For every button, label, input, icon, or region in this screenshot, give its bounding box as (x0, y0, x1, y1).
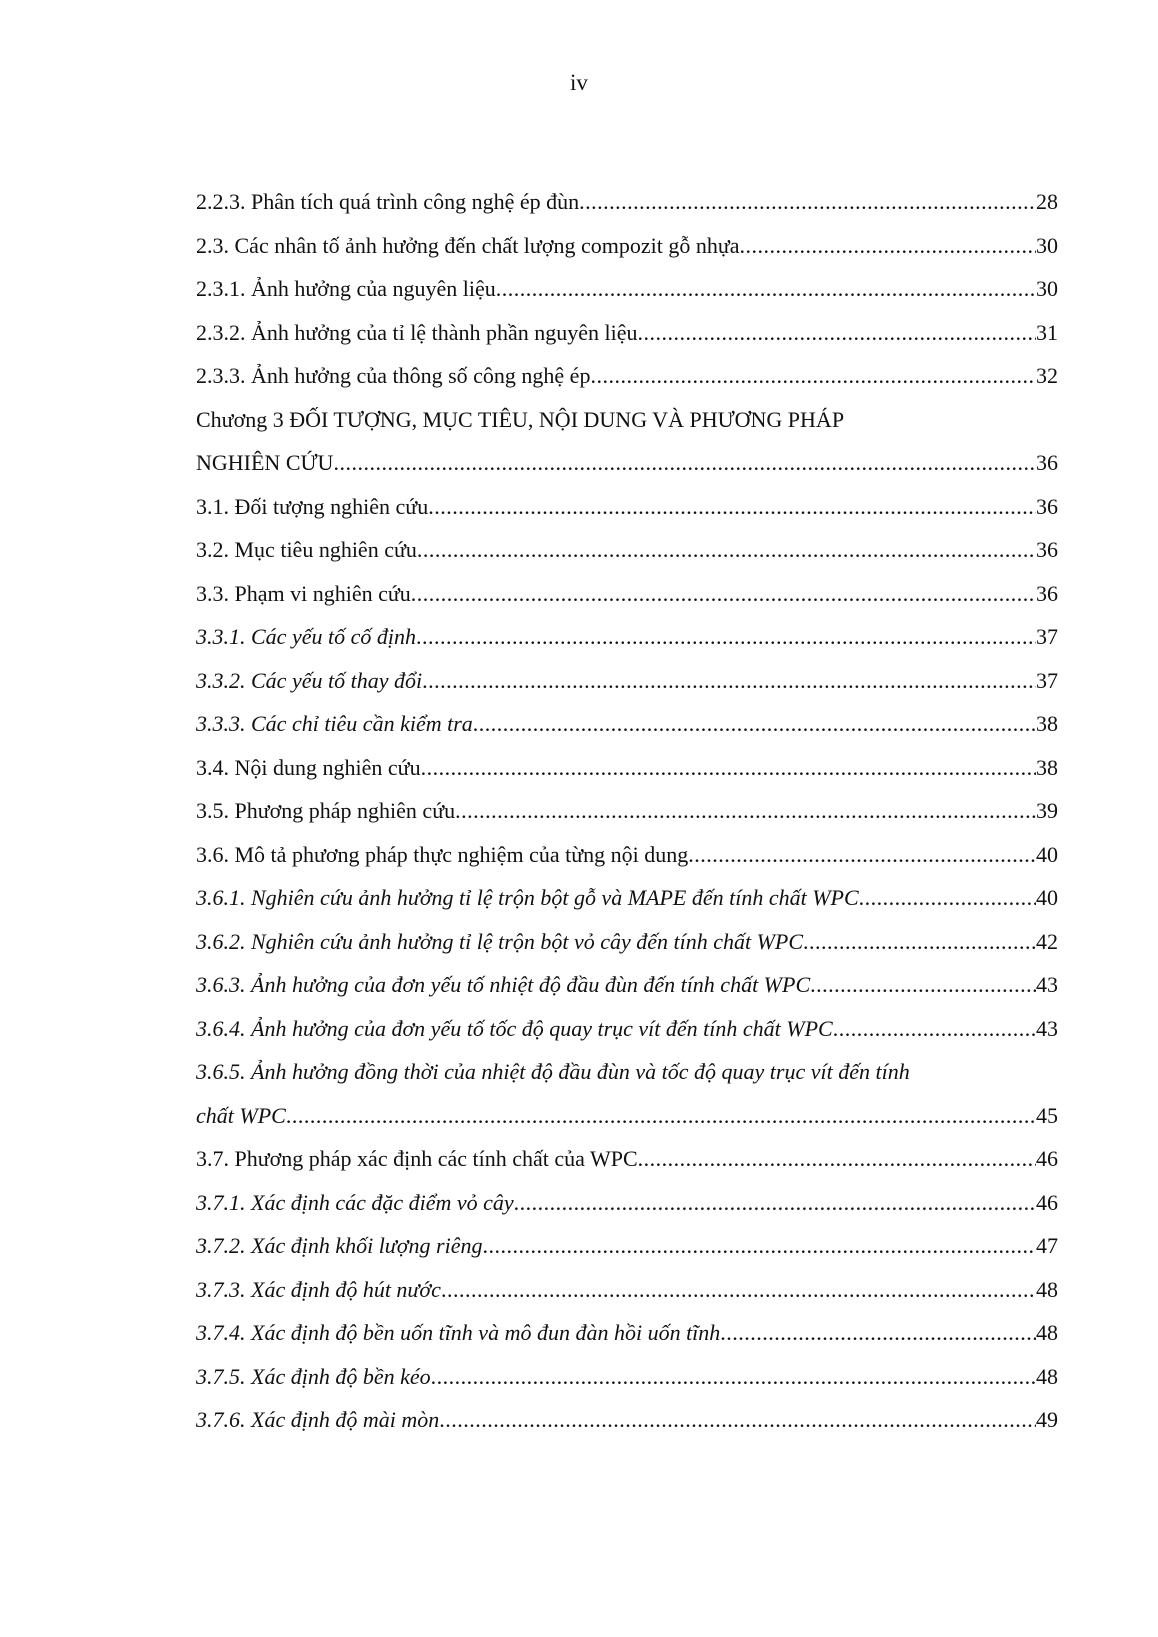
toc-entry-page: 38 (1036, 711, 1058, 736)
toc-entry[interactable] (196, 311, 1058, 355)
toc-leader-dots (638, 1137, 1036, 1181)
toc-entry-title: 3.7. Phương pháp xác định các tính chất của WPC (196, 1146, 638, 1171)
toc-entry-page: 38 (1036, 754, 1058, 780)
toc-entry[interactable] (196, 180, 1058, 224)
toc-leader-dots (803, 920, 1036, 964)
toc-entry-title: 3.7.1. Xác định các đặc điểm vỏ cây (196, 1189, 514, 1215)
toc-entry-title: NGHIÊN CỨU (196, 450, 334, 475)
toc-entry-page: 31 (1036, 319, 1058, 345)
toc-entry-page: 48 (1036, 1363, 1058, 1389)
toc-entry[interactable] (196, 876, 1058, 920)
toc-entry[interactable] (196, 572, 1058, 616)
toc-leader-dots (688, 833, 1036, 877)
toc-leader-dots (833, 1007, 1036, 1051)
toc-entry-title: 3.5. Phương pháp nghiên cứu (196, 798, 456, 823)
toc-entry-title: 3.6.2. Nghiên cứu ảnh hưởng tỉ lệ trộn bột vỏ cây đến tính chất WPC (196, 928, 804, 954)
toc-entry-page: 37 (1036, 624, 1058, 649)
toc-entry[interactable] (196, 354, 1058, 398)
toc-leader-dots (333, 441, 1036, 485)
toc-entry-page: 48 (1036, 1276, 1058, 1302)
toc-entry-title: 3.3.3. Các chỉ tiêu cần kiểm tra (196, 711, 473, 736)
toc-entry-title: 2.3.1. Ảnh hưởng của nguyên liệu (196, 276, 496, 301)
toc-entry[interactable] (196, 963, 1058, 1007)
toc-leader-dots (514, 1181, 1036, 1225)
toc-entry[interactable] (196, 920, 1058, 964)
toc-entry-page: 36 (1036, 450, 1058, 475)
toc-entry-page: 42 (1036, 928, 1058, 954)
toc-entry-page: 36 (1036, 580, 1058, 606)
toc-entry[interactable] (196, 789, 1058, 833)
toc-entry-page: 37 (1036, 667, 1058, 693)
toc-entry-title: 3.3. Phạm vi nghiên cứu (196, 580, 411, 606)
toc-entry-page: 43 (1036, 1015, 1058, 1041)
toc-entry-title: 3.7.2. Xác định khối lượng riêng (196, 1233, 483, 1258)
toc-leader-dots (579, 180, 1036, 224)
toc-entry-page: 28 (1036, 189, 1058, 214)
toc-entry[interactable] (196, 224, 1058, 268)
toc-entry-title: 3.7.6. Xác định độ mài mòn (196, 1407, 440, 1432)
toc-entry-title: 3.3.2. Các yếu tố thay đổi (196, 667, 423, 693)
toc-entry-page: 40 (1036, 885, 1058, 910)
toc-entry-title: 3.6.4. Ảnh hưởng của đơn yếu tố tốc độ quay trục vít đến tính chất WPC (196, 1015, 833, 1041)
toc-entry-title: 3.7.4. Xác định độ bền uốn tĩnh và mô đun đàn hồi uốn tĩnh (196, 1320, 721, 1345)
page-number: iv (570, 70, 588, 95)
toc-leader-dots (441, 1268, 1036, 1312)
table-of-contents (196, 180, 1058, 1442)
toc-entry-title: 3.6.1. Nghiên cứu ảnh hưởng tỉ lệ trộn bột gỗ và MAPE đến tính chất WPC (196, 885, 859, 910)
toc-entry[interactable] (196, 1398, 1058, 1442)
toc-entry[interactable] (196, 1355, 1058, 1399)
toc-entry[interactable] (196, 441, 1058, 485)
toc-leader-dots (859, 876, 1036, 920)
toc-entry[interactable] (196, 659, 1058, 703)
toc-entry-page: 48 (1036, 1320, 1058, 1345)
toc-entry-page: 32 (1036, 363, 1058, 388)
toc-entry-page: 43 (1036, 972, 1058, 997)
toc-entry-title: 2.3.2. Ảnh hưởng của tỉ lệ thành phần nguyên liệu (196, 319, 638, 345)
toc-leader-dots (422, 659, 1036, 703)
toc-entry[interactable] (196, 1181, 1058, 1225)
toc-entry[interactable] (196, 1050, 1058, 1094)
toc-leader-dots (428, 485, 1036, 529)
toc-entry-title: 3.7.3. Xác định độ hút nước (196, 1276, 441, 1302)
toc-entry-page: 45 (1036, 1102, 1058, 1128)
toc-entry-page: 46 (1036, 1146, 1058, 1171)
toc-entry-title: 2.3. Các nhân tố ảnh hưởng đến chất lượng compozit gỗ nhựa (196, 232, 740, 258)
toc-entry[interactable] (196, 615, 1058, 659)
toc-entry-title: 3.6.5. Ảnh hưởng đồng thời của nhiệt độ đầu đùn và tốc độ quay trục vít đến tính (196, 1059, 910, 1084)
toc-entry-title: 3.2. Mục tiêu nghiên cứu (196, 537, 417, 562)
toc-entry[interactable] (196, 1094, 1058, 1138)
toc-leader-dots (590, 354, 1036, 398)
toc-leader-dots (482, 1224, 1036, 1268)
toc-entry-page: 30 (1036, 276, 1058, 301)
toc-entry[interactable] (196, 1311, 1058, 1355)
toc-entry-page: 36 (1036, 493, 1058, 519)
toc-leader-dots (431, 1355, 1036, 1399)
toc-leader-dots (455, 789, 1036, 833)
toc-entry[interactable] (196, 702, 1058, 746)
toc-entry-page: 49 (1036, 1407, 1058, 1432)
toc-leader-dots (417, 528, 1036, 572)
toc-entry[interactable] (196, 833, 1058, 877)
toc-entry-page: 30 (1036, 232, 1058, 258)
toc-entry[interactable] (196, 1224, 1058, 1268)
toc-leader-dots (496, 267, 1036, 311)
toc-entry-title: chất WPC (196, 1102, 286, 1128)
toc-entry[interactable] (196, 1268, 1058, 1312)
toc-entry[interactable] (196, 398, 1058, 442)
toc-entry[interactable] (196, 1007, 1058, 1051)
toc-leader-dots (411, 572, 1036, 616)
toc-leader-dots (637, 311, 1036, 355)
toc-leader-dots (421, 746, 1036, 790)
toc-entry[interactable] (196, 1137, 1058, 1181)
toc-entry-page: 39 (1036, 798, 1058, 823)
toc-entry-title: 3.1. Đối tượng nghiên cứu (196, 493, 429, 519)
toc-entry-page: 46 (1036, 1189, 1058, 1215)
toc-entry[interactable] (196, 485, 1058, 529)
toc-entry-title: 3.4. Nội dung nghiên cứu (196, 754, 421, 780)
toc-entry-title: 2.3.3. Ảnh hưởng của thông số công nghệ ép (196, 363, 591, 388)
toc-leader-dots (416, 615, 1036, 659)
toc-entry-title: 2.2.3. Phân tích quá trình công nghệ ép đùn (196, 189, 580, 214)
toc-entry-page: 47 (1036, 1233, 1058, 1258)
toc-entry[interactable] (196, 267, 1058, 311)
toc-entry-title: Chương 3 ĐỐI TƯỢNG, MỤC TIÊU, NỘI DUNG VÀ PHƯƠNG PHÁP (196, 406, 845, 432)
toc-entry-title: 3.6. Mô tả phương pháp thực nghiệm của từng nội dung (196, 841, 689, 867)
toc-entry[interactable] (196, 746, 1058, 790)
toc-leader-dots (810, 963, 1036, 1007)
toc-leader-dots (720, 1311, 1036, 1355)
toc-leader-dots (473, 702, 1036, 746)
toc-leader-dots (740, 224, 1036, 268)
toc-entry-title: 3.3.1. Các yếu tố cố định (196, 624, 416, 649)
toc-leader-dots (286, 1094, 1036, 1138)
toc-entry-title: 3.6.3. Ảnh hưởng của đơn yếu tố nhiệt độ đầu đùn đến tính chất WPC (196, 972, 811, 997)
toc-entry-page: 40 (1036, 841, 1058, 867)
toc-leader-dots (439, 1398, 1036, 1442)
toc-entry-title: 3.7.5. Xác định độ bền kéo (196, 1363, 431, 1389)
toc-entry-page: 36 (1036, 537, 1058, 562)
toc-entry[interactable] (196, 528, 1058, 572)
